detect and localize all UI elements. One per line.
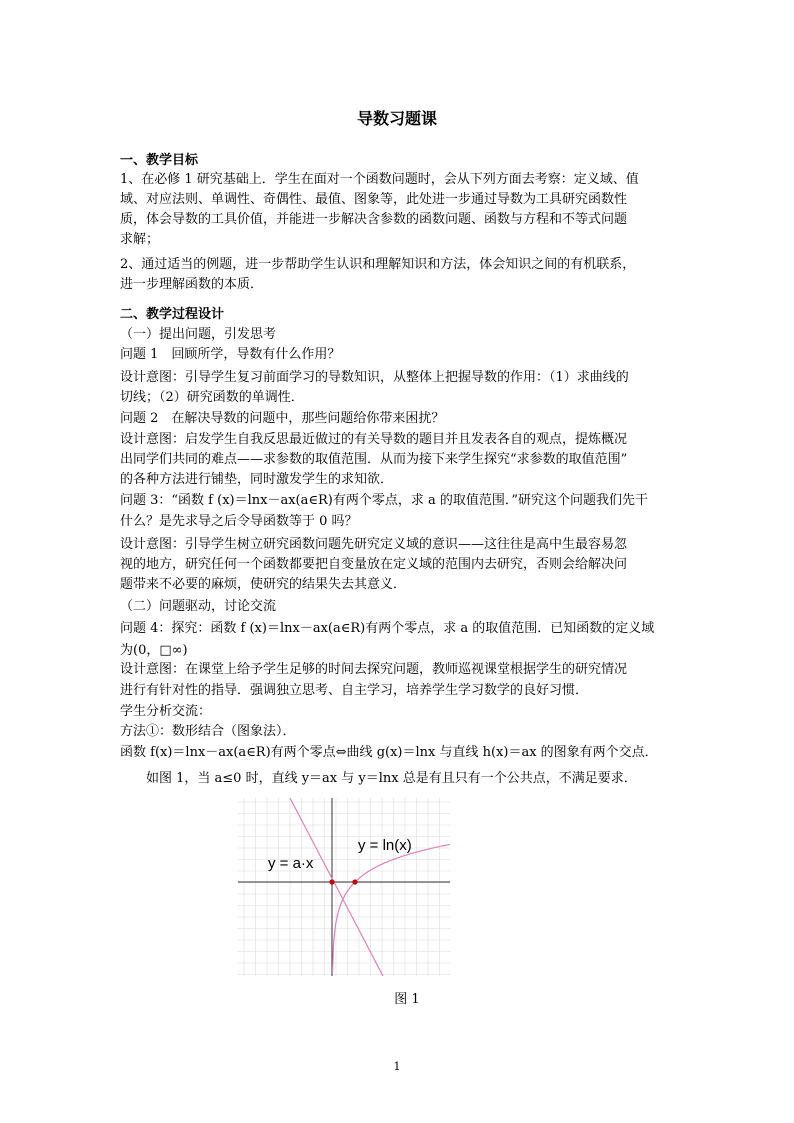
intersection-point [329, 879, 334, 884]
text-line: 如图 1，当 a≤0 时，直线 y＝ax 与 y＝lnx 总是有且只有一个公共点，不满足要求． [120, 771, 637, 786]
text-line: 1、在必修 1 研究基础上．学生在面对一个函数问题时，会从下列方面去考察：定义域、值 [120, 172, 639, 187]
page-title: 导数习题课 [356, 109, 437, 128]
text-line: 设计意图：引导学生复习前面学习的导数知识，从整体上把握导数的作用：（1）求曲线的 [120, 370, 629, 385]
section-heading: 一、教学目标 [120, 153, 199, 168]
curve-y-lnx [333, 844, 450, 972]
text-line: 视的地方，研究任何一个函数都要把自变量放在定义域的范围内去研究，否则会给解决问 [120, 557, 628, 572]
text-line: 设计意图：启发学生自我反思最近做过的有关导数的题目并且发表各自的观点，提炼概况 [120, 432, 628, 447]
text-line: 的各种方法进行铺垫，同时激发学生的求知欲． [120, 472, 394, 487]
text-line: 为(0，□∞) [120, 643, 188, 658]
text-line: 设计意图：引导学生树立研究函数问题先研究定义域的意识——这往往是高中生最容易忽 [120, 537, 628, 552]
text-line: 域、对应法则、单调性、奇偶性、最值、图象等，此处进一步通过导数为工具研究函数性 [120, 192, 628, 207]
text-line: 进行有针对性的指导．强调独立思考、自主学习，培养学生学习数学的良好习惯． [120, 683, 589, 698]
text-line: （二）问题驱动，讨论交流 [120, 599, 277, 614]
text-line: 方法①：数形结合（图象法）． [120, 724, 296, 739]
text-line: （一）提出问题，引发思考 [120, 327, 277, 342]
figure-1-graph [238, 798, 450, 976]
text-line: 切线；（2）研究函数的单调性． [120, 390, 304, 405]
text-line: 题带来不必要的麻烦，使研究的结果失去其意义． [120, 577, 407, 592]
text-line: 问题 2 在解决导数的问题中，那些问题给你带来困扰？ [120, 411, 445, 426]
figure-caption: 图 1 [394, 992, 420, 1007]
root-point-lnx [352, 879, 357, 884]
text-line: 问题 4：探究：函数 f (x)＝lnx－ax(a∈R)有两个零点，求 a 的取值范围．已知函数的定义域 [120, 621, 655, 636]
text-line: 什么？是先求导之后令导函数等于 0 吗？ [120, 514, 358, 529]
label-line: y = a·x [268, 855, 314, 872]
text-line: 函数 f(x)＝lnx－ax(a∈R)有两个零点⇔曲线 g(x)＝lnx 与直线 h(x)＝ax 的图象有两个交点． [120, 745, 658, 760]
text-line: 学生分析交流： [120, 704, 212, 719]
label-log: y = ln(x) [358, 837, 412, 854]
text-line: 质，体会导数的工具价值，并能进一步解决含参数的函数问题、函数与方程和不等式问题 [120, 212, 628, 227]
text-line: 设计意图：在课堂上给予学生足够的时间去探究问题，教师巡视课堂根据学生的研究情况 [120, 662, 628, 677]
text-line: 2、通过适当的例题，进一步帮助学生认识和理解知识和方法，体会知识之间的有机联系， [120, 257, 636, 272]
graph-grid [238, 798, 450, 976]
section-heading: 二、教学过程设计 [120, 307, 225, 322]
text-line: 进一步理解函数的本质． [120, 277, 264, 292]
text-line: 出同学们共同的难点——求参数的取值范围．从而为接下来学生探究“求参数的取值范围” [120, 452, 628, 467]
text-line: 问题 3：“函数 f (x)＝lnx－ax(a∈R)有两个零点，求 a 的取值范围．”研究这个问题我们先干 [120, 493, 649, 508]
text-line: 问题 1 回顾所学，导数有什么作用？ [120, 347, 341, 362]
text-line: 求解； [120, 232, 160, 247]
page-number: 1 [393, 1060, 401, 1073]
